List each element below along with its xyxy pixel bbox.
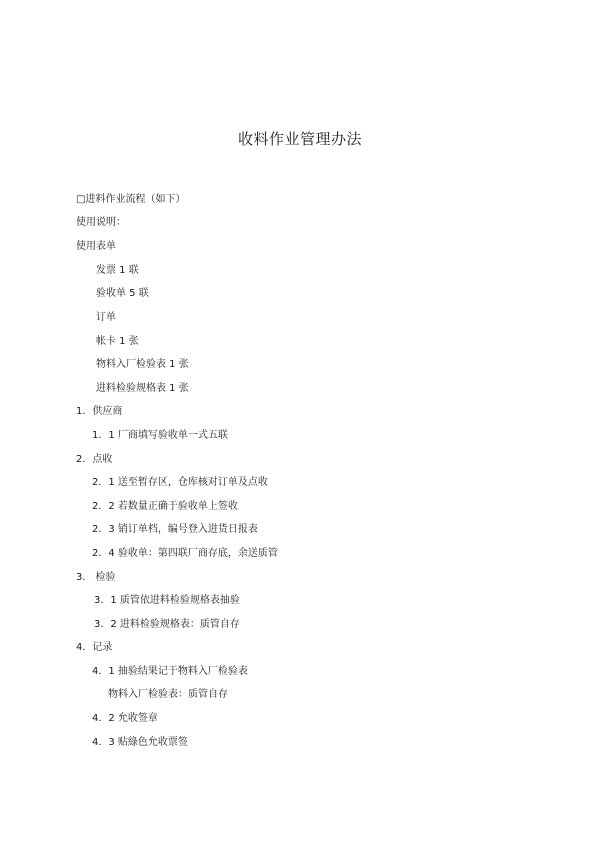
section-heading-record: 4．记录 xyxy=(76,642,113,653)
document-title: 收料作业管理办法 xyxy=(237,130,362,148)
section-heading-supplier: 1．供应商 xyxy=(76,406,123,417)
form-item: 发票 1 联 xyxy=(96,265,139,276)
section-item: 4．3 贴綠色允收票签 xyxy=(92,737,188,748)
section-item: 2．2 若数量正确于验收单上签收 xyxy=(92,501,238,512)
form-item: 帐卡 1 张 xyxy=(96,336,139,347)
usage-label: 使用说明： xyxy=(76,217,126,228)
flow-heading: □进料作业流程（如下） xyxy=(76,194,186,205)
section-item: 4．1 抽验结果记于物料入厂检验表 xyxy=(92,666,248,677)
section-heading-inspection: 3． 检验 xyxy=(76,572,116,583)
section-item: 2．3 销订单档，编号登入进货日报表 xyxy=(92,524,258,535)
section-item: 物料入厂检验表：质管自存 xyxy=(108,689,228,700)
forms-label: 使用表单 xyxy=(76,241,116,252)
form-item: 物料入厂检验表 1 张 xyxy=(96,359,189,370)
section-item: 4．2 允收签章 xyxy=(92,713,158,724)
section-heading-receiving: 2．点收 xyxy=(76,454,113,465)
form-item: 订单 xyxy=(96,312,116,323)
form-item: 进料检验规格表 1 张 xyxy=(96,383,189,394)
section-item: 2．4 验收单：第四联厂商存底，余送质管 xyxy=(92,548,278,559)
section-item: 3．1 质管依进料检验规格表抽验 xyxy=(94,595,240,606)
section-item: 3．2 进料检验规格表：质管自存 xyxy=(94,619,240,630)
section-item: 1．1 厂商填写验收单一式五联 xyxy=(92,430,228,441)
section-item: 2．1 送至暂存区，仓库核对订单及点收 xyxy=(92,477,268,488)
form-item: 验收单 5 联 xyxy=(96,288,149,299)
